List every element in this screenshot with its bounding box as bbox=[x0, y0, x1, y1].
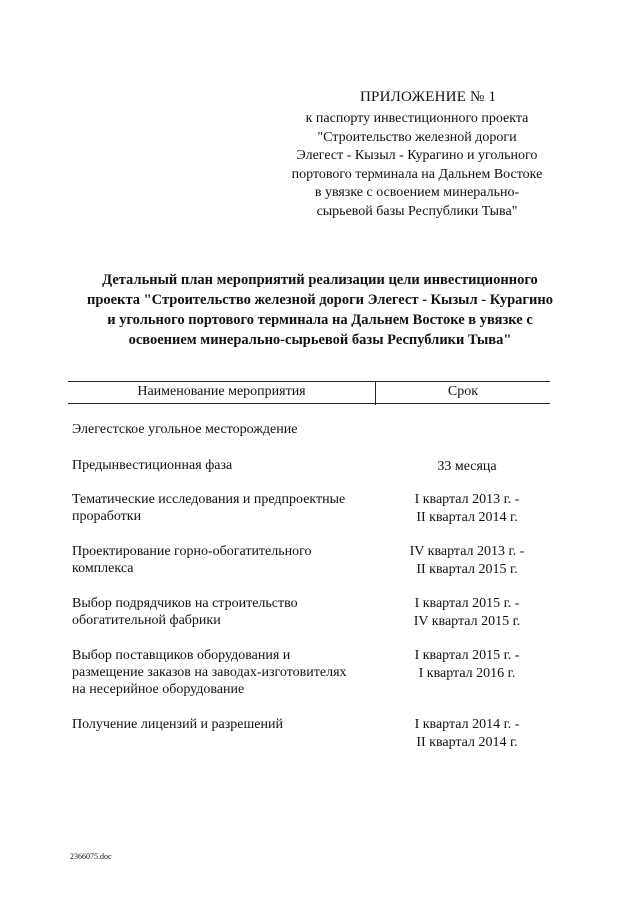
activity-term bbox=[382, 543, 552, 579]
appendix-reference-line: портового терминала на Дальнем Востоке bbox=[291, 166, 543, 182]
document-title bbox=[60, 270, 580, 350]
document-title-line: проекта "Строительство железной дороги Элегест - Кызыл - Курагино bbox=[87, 292, 553, 308]
file-code: 2366075.doc bbox=[70, 852, 112, 861]
activity-name-line: на несерийное оборудование bbox=[72, 682, 245, 697]
column-header-name: Наименование мероприятия bbox=[137, 384, 306, 399]
table-header-bottom-rule bbox=[68, 403, 550, 404]
activity-name-line: размещение заказов на заводах-изготовителях bbox=[72, 665, 347, 680]
activity-name-line: обогатительной фабрики bbox=[72, 613, 221, 628]
activity-name bbox=[72, 457, 372, 474]
activity-name-line: Выбор подрядчиков на строительство bbox=[72, 596, 298, 611]
appendix-title: ПРИЛОЖЕНИЕ № 1 bbox=[360, 89, 497, 105]
activity-term-line: II квартал 2014 г. bbox=[416, 510, 518, 525]
activity-term-line: IV квартал 2013 г. - bbox=[409, 544, 525, 559]
column-header-term: Срок bbox=[447, 384, 479, 399]
activity-name-line: Предынвестиционная фаза bbox=[72, 458, 233, 473]
appendix-reference bbox=[282, 110, 552, 221]
activity-name-line: Тематические исследования и предпроектные bbox=[72, 492, 346, 507]
table-header-top-rule bbox=[68, 381, 550, 382]
appendix-reference-line: "Строительство железной дороги bbox=[317, 129, 517, 145]
table-header bbox=[68, 381, 550, 405]
section-heading: Элегестское угольное месторождение bbox=[72, 422, 298, 437]
activity-name-line: комплекса bbox=[72, 561, 134, 576]
document-title-line: Детальный план мероприятий реализации цели инвестиционного bbox=[102, 272, 538, 288]
activity-term bbox=[382, 647, 552, 683]
activity-term-line: I квартал 2016 г. bbox=[418, 666, 516, 681]
activity-term-line: II квартал 2014 г. bbox=[416, 735, 518, 750]
activity-term-line: IV квартал 2015 г. bbox=[413, 614, 521, 629]
activity-term-line: 33 месяца bbox=[437, 459, 497, 474]
appendix-reference-line: к паспорту инвестиционного проекта bbox=[305, 111, 529, 126]
activity-term bbox=[382, 458, 552, 476]
activity-name-line: Проектирование горно-обогатительного bbox=[72, 544, 312, 559]
activity-name bbox=[72, 595, 372, 629]
activity-name bbox=[72, 491, 372, 525]
activity-term-line: I квартал 2014 г. - bbox=[414, 717, 520, 732]
activity-term bbox=[382, 595, 552, 631]
activity-name-line: проработки bbox=[72, 509, 142, 524]
activity-name-line: Выбор поставщиков оборудования и bbox=[72, 648, 291, 663]
document-title-line: и угольного портового терминала на Дальнем Востоке в увязке с bbox=[107, 312, 533, 328]
activity-term-line: I квартал 2015 г. - bbox=[414, 596, 520, 611]
activity-name-line: Получение лицензий и разрешений bbox=[72, 717, 283, 732]
activity-name bbox=[72, 543, 372, 577]
activity-name bbox=[72, 716, 372, 733]
appendix-reference-line: в увязке с освоением минерально- bbox=[314, 185, 520, 200]
appendix-reference-line: Элегест - Кызыл - Курагино и угольного bbox=[296, 148, 538, 163]
activity-name bbox=[72, 647, 372, 698]
activity-term bbox=[382, 716, 552, 752]
activity-term-line: I квартал 2013 г. - bbox=[414, 492, 520, 507]
activity-term-line: II квартал 2015 г. bbox=[416, 562, 518, 577]
appendix-reference-line: сырьевой базы Республики Тыва" bbox=[316, 203, 518, 219]
activity-term-line: I квартал 2015 г. - bbox=[414, 648, 520, 663]
document-title-line: освоением минерально-сырьевой базы Республики Тыва" bbox=[128, 332, 512, 348]
activity-term bbox=[382, 491, 552, 527]
